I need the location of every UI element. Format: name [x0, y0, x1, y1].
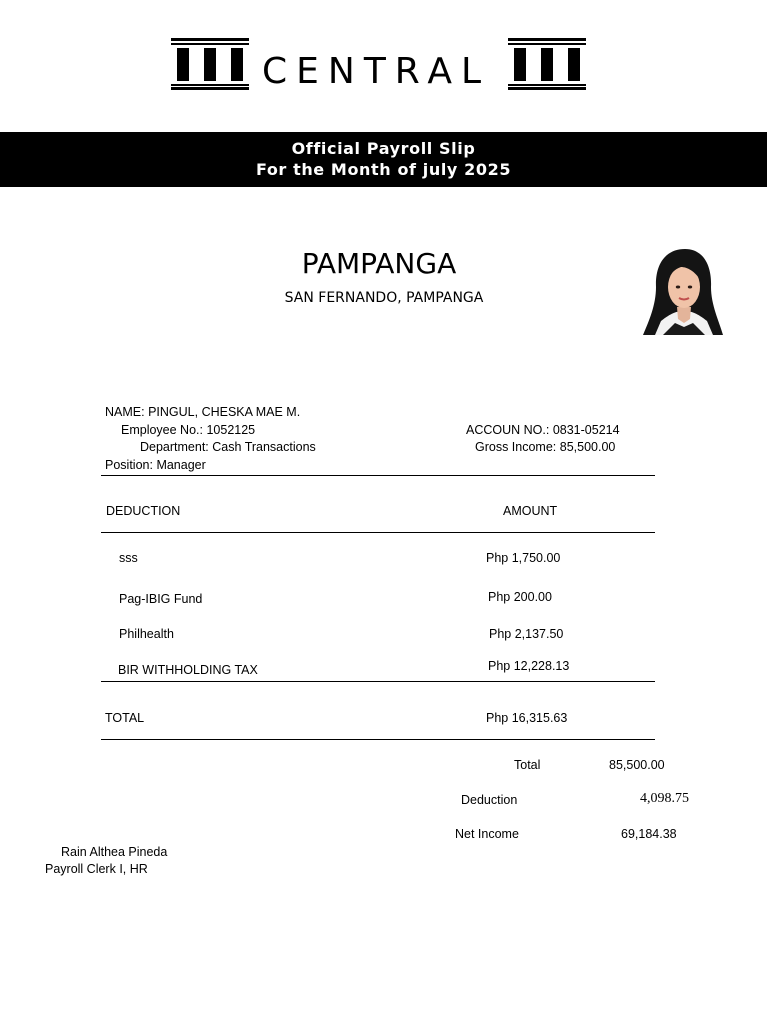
summary-net-income-value: 69,184.38 [621, 827, 677, 841]
account-number-value: 0831-05214 [552, 423, 620, 437]
office-address: SAN FERNANDO, PAMPANGA [284, 290, 484, 306]
summary-total-value: 85,500.00 [609, 758, 665, 772]
gross-income [475, 441, 615, 454]
banner-title: Official Payroll Slip [291, 139, 476, 158]
table-rule-total [101, 681, 655, 682]
pillars-icon-right [508, 38, 586, 90]
employee-position [105, 459, 206, 472]
table-header-deduction: DEDUCTION [106, 504, 181, 518]
pillars-icon-left [171, 38, 249, 90]
deduction-row-amount: Php 2,137.50 [489, 627, 564, 641]
account-number [466, 424, 620, 437]
deduction-row-label: sss [119, 551, 138, 565]
deduction-row-label: Philhealth [119, 627, 174, 641]
account-number-label: ACCOUN NO.: [466, 423, 550, 437]
office-city: PAMPANGA [301, 247, 457, 280]
table-total-amount: Php 16,315.63 [486, 711, 568, 725]
signatory-title: Payroll Clerk I, HR [45, 862, 148, 876]
employee-number-label: Employee No.: [121, 423, 203, 437]
deduction-row-amount: Php 1,750.00 [486, 551, 561, 565]
gross-income-value: 85,500.00 [559, 440, 616, 454]
summary-net-income-label: Net Income [455, 827, 519, 841]
position-value: Manager [156, 458, 206, 472]
table-header-amount: AMOUNT [503, 504, 558, 518]
banner-period: For the Month of july 2025 [255, 160, 512, 179]
table-rule-bottom [101, 739, 655, 740]
deduction-row-amount: Php 12,228.13 [488, 659, 570, 673]
logo-text: CENTRAL [262, 51, 491, 92]
department-label: Department: [140, 440, 209, 454]
deduction-row-label: Pag-IBIG Fund [119, 592, 203, 606]
position-label: Position: [105, 458, 153, 472]
payslip-banner [0, 132, 767, 187]
summary-deduction-value: 4,098.75 [640, 791, 689, 806]
employee-name [105, 406, 300, 419]
deduction-row-label: BIR WITHHOLDING TAX [118, 663, 258, 677]
employee-department [140, 441, 316, 454]
employee-number-value: 1052125 [206, 423, 256, 437]
signatory-name: Rain Althea Pineda [61, 845, 168, 859]
name-value: PINGUL, CHESKA MAE M. [148, 405, 301, 419]
employee-number [121, 424, 255, 437]
table-total-label: TOTAL [105, 711, 145, 725]
department-value: Cash Transactions [212, 440, 316, 454]
summary-deduction-label: Deduction [461, 793, 518, 807]
employee-portrait [641, 247, 726, 335]
deduction-row-amount: Php 200.00 [488, 590, 552, 604]
employee-photo [641, 247, 726, 335]
gross-income-label: Gross Income: [475, 440, 557, 454]
table-rule-header [101, 532, 655, 533]
table-rule-top [101, 475, 655, 476]
name-label: NAME: [105, 405, 145, 419]
summary-total-label: Total [514, 758, 541, 772]
